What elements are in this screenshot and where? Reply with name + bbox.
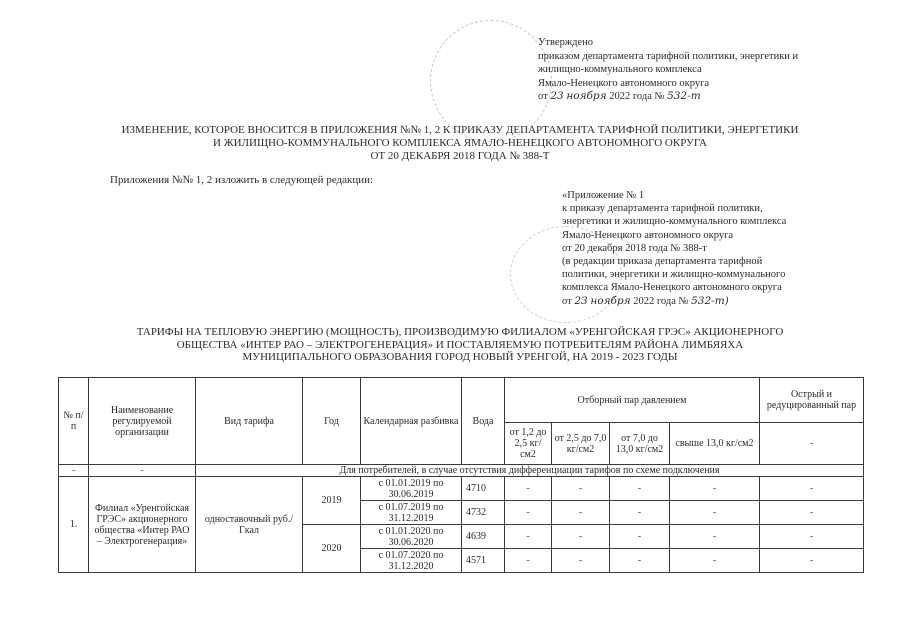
consumers-note: Для потребителей, в случае отсутствия дифференциации тарифов по схеме подключения — [196, 465, 864, 477]
dash-cell: - — [89, 465, 196, 477]
table-row: 1. Филиал «Уренгойская ГРЭС» акционерного общества «Интер РАО – Электрогенерация» одноставочный руб./Гкал 2019 с 01.01.2019 по 30.06.2019 4710 - - - - - — [59, 477, 864, 501]
pressure-1: от 1,2 до 2,5 кг/см2 — [505, 423, 552, 465]
tariff-type: одноставочный руб./Гкал — [196, 477, 303, 573]
water-value: 4639 — [462, 525, 505, 549]
col-header-period: Календарная разбивка — [361, 378, 462, 465]
approval-block — [538, 36, 798, 104]
appendix-block: «Приложение № 1 к приказу департамента тарифной политики, энергетики и жилищно-коммунального комплекса Ямало-Ненецкого автономного округа от 20 декабря 2018 года № 388-т (в редакции приказа департамента тарифной политики, энергетики и жилищно-коммунального комплекса Ямало-Ненецкого автономного округа от 23 ноября 2022 года № 532-т) — [562, 190, 787, 307]
dash-cell: - — [760, 423, 864, 465]
pressure-2: от 2,5 до 7,0 кг/см2 — [552, 423, 610, 465]
table-row: 2020 с 01.01.2020 по 30.06.2020 4639 - - - - - — [59, 525, 864, 549]
water-value: 4710 — [462, 477, 505, 501]
handwritten-month: ноября — [566, 90, 607, 102]
approval-date-line: от 23 ноября 2022 года № 532-т — [538, 90, 701, 102]
intro-text: Приложения №№ 1, 2 изложить в следующей редакции: — [110, 174, 374, 186]
note-row — [59, 465, 864, 477]
row-number: 1. — [59, 477, 89, 573]
handwritten-number: 532-т — [667, 90, 701, 102]
col-header-org: Наименование регулируемой организации — [89, 378, 196, 465]
period-cell: с 01.07.2019 по 31.12.2019 — [361, 501, 462, 525]
tariff-table-title: ТАРИФЫ НА ТЕПЛОВУЮ ЭНЕРГИЮ (МОЩНОСТЬ), ПРОИЗВОДИМУЮ ФИЛИАЛОМ «УРЕНГОЙСКАЯ ГРЭС» АКЦИОНЕРНОГО ОБЩЕСТВА «ИНТЕР РАО – ЭЛЕКТРОГЕНЕРАЦИЯ» И ПОСТАВЛЯЕМУЮ ПОТРЕБИТЕЛЯМ РАЙОНА ЛИМБЯЯХА МУНИЦИПАЛЬНОГО ОБРАЗОВАНИЯ ГОРОД НОВЫЙ УРЕНГОЙ, НА 2019 - 2023 ГОДЫ — [136, 326, 784, 363]
handwritten-month: ноября — [590, 294, 631, 307]
col-header-steam: Отборный пар давлением — [505, 378, 760, 423]
pressure-3: от 7,0 до 13,0 кг/см2 — [610, 423, 670, 465]
col-header-type: Вид тарифа — [196, 378, 303, 465]
header-row — [59, 378, 864, 423]
col-header-year: Год — [303, 378, 361, 465]
org-name: Филиал «Уренгойская ГРЭС» акционерного общества «Интер РАО – Электрогенерация» — [89, 477, 196, 573]
tariff-table — [58, 377, 864, 573]
period-cell: с 01.01.2020 по 30.06.2020 — [361, 525, 462, 549]
approval-line: Утверждено — [538, 37, 593, 48]
approval-line: жилищно-коммунального комплекса — [538, 64, 702, 75]
col-header-sharp: Острый и редуцированный пар — [760, 378, 864, 423]
dash-cell: - — [59, 465, 89, 477]
handwritten-day: 23 — [574, 294, 588, 307]
period-cell: с 01.07.2020 по 31.12.2020 — [361, 549, 462, 573]
year-cell: 2020 — [303, 525, 361, 573]
handwritten-number: 532-т) — [691, 294, 729, 307]
period-cell: с 01.01.2019 по 30.06.2019 — [361, 477, 462, 501]
col-header-num: № п/п — [59, 378, 89, 465]
water-value: 4571 — [462, 549, 505, 573]
approval-line: приказом департамента тарифной политики, энергетики и — [538, 50, 799, 62]
col-header-water: Вода — [462, 378, 505, 465]
table-row: с 01.07.2019 по 31.12.2019 4732 - - - - - — [59, 501, 864, 525]
pressure-4: свыше 13,0 кг/см2 — [670, 423, 760, 465]
appendix-date-line: от 23 ноября 2022 года № 532-т) — [562, 294, 729, 307]
handwritten-day: 23 — [550, 90, 564, 102]
water-value: 4732 — [462, 501, 505, 525]
table-row: с 01.07.2020 по 31.12.2020 4571 - - - - - — [59, 549, 864, 573]
approval-line: Ямало-Ненецкого автономного округа — [538, 77, 710, 89]
document-title: ИЗМЕНЕНИЕ, КОТОРОЕ ВНОСИТСЯ В ПРИЛОЖЕНИЯ №№ 1, 2 К ПРИКАЗУ ДЕПАРТАМЕНТА ТАРИФНОЙ ПОЛИТИКИ, ЭНЕРГЕТИКИ И ЖИЛИЩНО-КОММУНАЛЬНОГО КОМПЛЕКСА ЯМАЛО-НЕНЕЦКОГО АВТОНОМНОГО ОКРУГА ОТ 20 ДЕКАБРЯ 2018 ГОДА № 388-Т — [121, 124, 799, 162]
year-cell: 2019 — [303, 477, 361, 525]
